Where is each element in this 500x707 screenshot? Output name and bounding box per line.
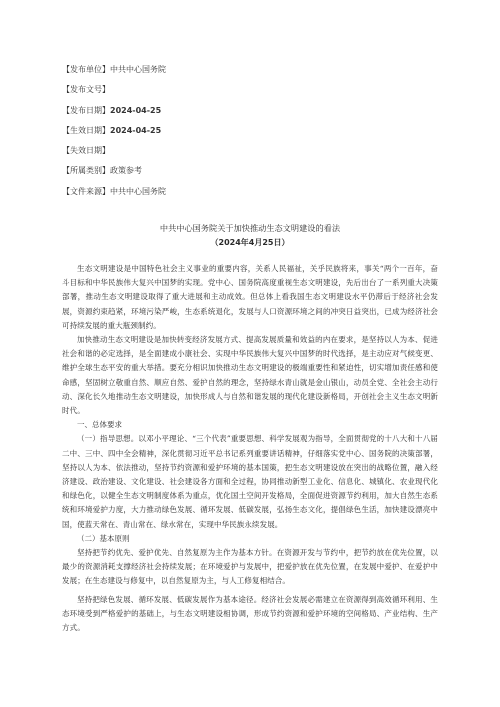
meta-publisher: [62, 62, 462, 78]
meta-publish-date: [62, 103, 462, 119]
meta-label: 【失效日期】: [62, 146, 110, 156]
meta-label: 【发布日期】: [62, 105, 110, 115]
paragraph: 加快推动生态文明建设是加快转变经济发展方式、提高发展质量和效益的内在要求，是坚持以人为本、促进社会和谐的必定选择，是全面建成小康社会、实现中华民族伟大复兴中国梦的时代选择，是主动应对气候变更、维护全球生态平安的重大举措。要充分相识加快推动生态文明建设的极端重要性和紧迫性，切实增加责任感和使命感，坚固树立敬重自然、顺应自然、爱护自然的理念，坚持绿水青山就是金山银山，动员全党、全社会主动行动、深化长久地推动生态文明建设，加快形成人与自然和谐发展的现代化建设新格局，开创社会主义生态文明新时代。: [62, 335, 438, 416]
meta-label: 【文件来源】: [62, 186, 110, 196]
meta-source: [62, 184, 462, 200]
section-heading: 一、总体要求: [77, 420, 122, 430]
meta-value: 中共中心国务院: [110, 65, 166, 74]
meta-doc-number: [62, 82, 462, 98]
paragraph: 坚持把节约优先、爱护优先、自然复原为主作为基本方针。在资源开发与节约中，把节约放在优先位置，以最少的资源消耗支撑经济社会持续发展；在环境爱护与发展中，把爱护放在优先位置，在发展中爱护、在爱护中发展；在生态建设与修复中，以自然复原为主，与人工修复相结合。: [62, 548, 438, 586]
meta-label: 【发布单位】: [62, 65, 110, 74]
meta-value: 政策参考: [110, 166, 142, 176]
document-body: [62, 262, 438, 635]
meta-value: 2024-04-25: [110, 125, 162, 135]
meta-effective-date: [62, 123, 462, 139]
document-title: 中共中心国务院关于加快推动生态文明建设的看法: [159, 223, 341, 233]
meta-expiry-date: [62, 143, 462, 159]
meta-value: 2024-04-25: [110, 105, 162, 115]
paragraph: 生态文明建设是中国特色社会主义事业的重要内容，关系人民福祉，关乎民族将来，事关“两个一百年，奋斗目标和中华民族伟大复兴中国梦的实现。党中心、国务院高度重视生态文明建设，先后出台了一系列重大决策部署，推动生态文明建设取得了重大进展和主动成效。但总体上看我国生态文明建设水平仍滞后于经济社会发展，资源约束趋紧，环境污染严峻，生态系统退化，发展与人口资源环境之间的冲突日益突出，已成为经济社会可持续发展的重大瓶颈制约。: [62, 264, 438, 330]
paragraph: （一）指导思想。以邓小平理论、“三个代表”重要思想、科学发展观为指导，全面贯彻党的十八大和十八届二中、三中、四中全会精神，深化贯彻习近平总书记系列重要讲话精神，仔细落实党中心、国务院的决策部署，坚持以人为本、依法推动，坚持节约资源和爱护环境的基本国策，把生态文明建设放在突出的战略位置，融入经济建设、政治建设、文化建设、社会建设各方面和全过程，协同推动新型工业化、信息化、城镇化、农业现代化和绿色化，以健全生态文明制度体系为重点，优化国土空间开发格局，全面促进资源节约利用，加大自然生态系统和环境爱护力度，大力推动绿色发展、循环发展、低碳发展，弘扬生态文化，提倡绿色生活，加快建设漂亮中国，使蓝天常在、青山常在、绿水常在，实现中华民族永续发展。: [62, 434, 438, 529]
section-heading: （二）基本原则: [77, 533, 130, 543]
meta-value: 中共中心国务院: [110, 186, 166, 196]
meta-label: 【所属类别】: [62, 166, 110, 176]
meta-label: 【生效日期】: [62, 125, 110, 135]
document-date-subtitle: （2024年4月25日）: [210, 238, 290, 247]
paragraph: 坚持把绿色发展、循环发展、低碳发展作为基本途径。经济社会发展必需建立在资源得到高效循环利用、生态环境受到严格爱护的基础上，与生态文明建设相协调，形成节约资源和爱护环境的空间格局、产业结构、生产方式。: [62, 594, 438, 633]
meta-category: [62, 163, 462, 179]
document-metadata: [62, 62, 462, 204]
meta-label: 【发布文号】: [62, 85, 110, 95]
